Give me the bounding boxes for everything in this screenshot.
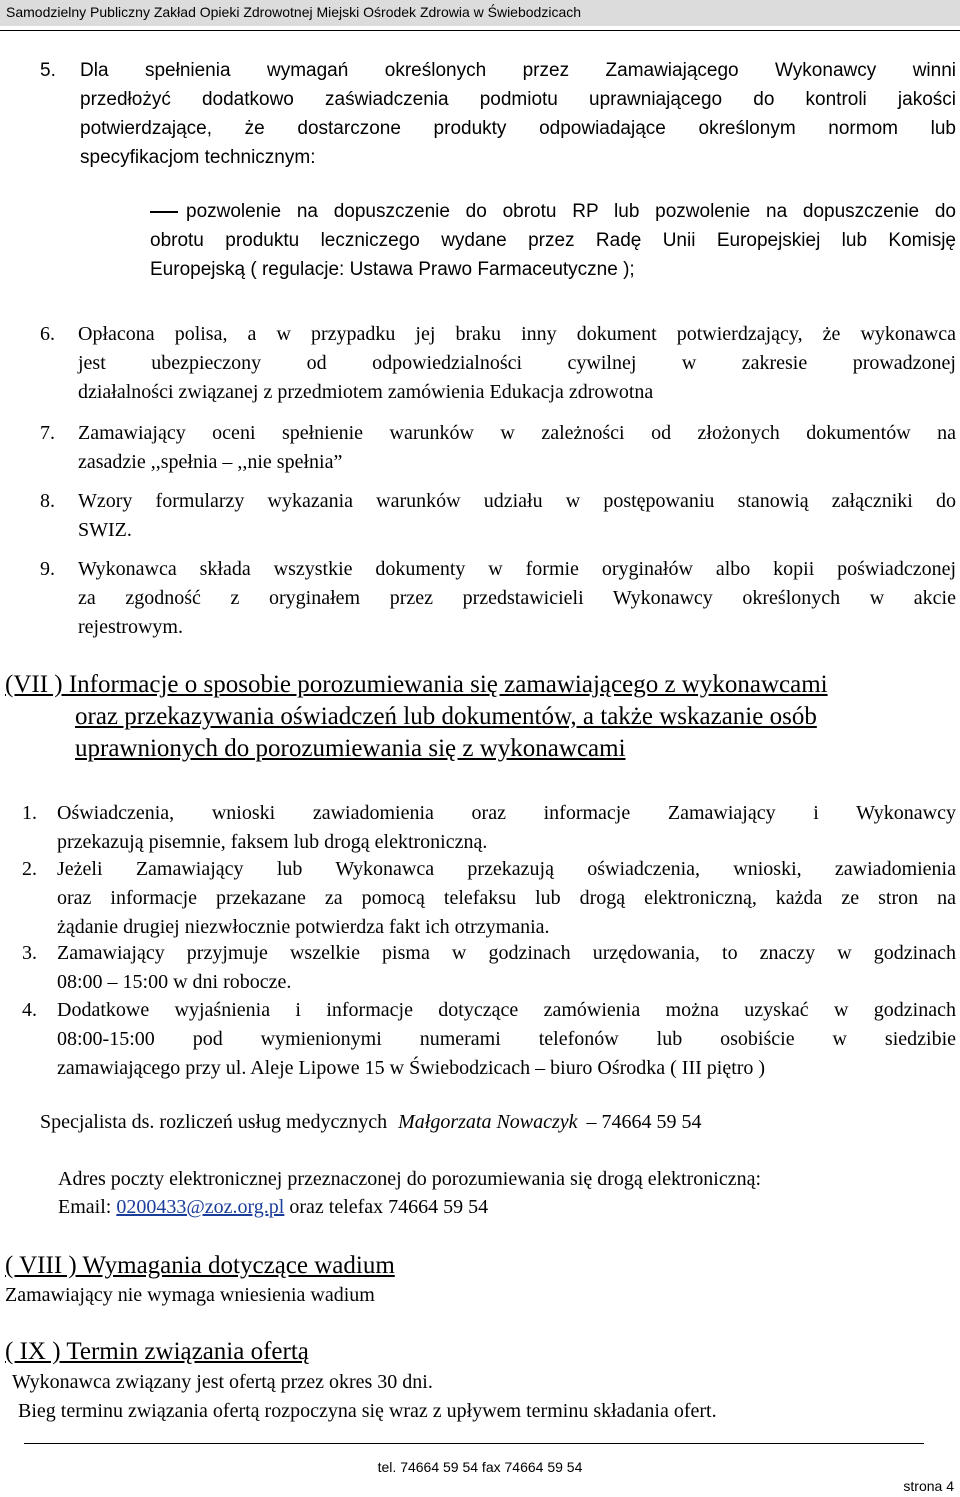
item-7-line: Zamawiający oceni spełnienie warunków w zależności od złożonych dokumentów na <box>78 422 956 444</box>
section-7-item-line: Dodatkowe wyjaśnienia i informacje dotyczące zamówienia można uzyskać w godzinach <box>57 999 956 1021</box>
header-title: Samodzielny Publiczny Zakład Opieki Zdrowotnej Miejski Ośrodek Zdrowia w Świebodzicach <box>6 4 582 20</box>
email-address-intro: Adres poczty elektronicznej przeznaczonej do porozumiewania się drogą elektroniczną: <box>58 1168 762 1190</box>
item-5-number: 5. <box>40 60 56 81</box>
section-7-heading-line-1: (VII ) Informacje o sposobie porozumiewania się zamawiającego z wykonawcami <box>5 671 828 698</box>
item-6-text <box>78 320 956 407</box>
item-9-number: 9. <box>40 558 55 580</box>
section-7-heading-line-3: uprawnionych do porozumiewania się z wykonawcami <box>75 735 626 762</box>
item-8-line: SWIZ. <box>78 519 132 541</box>
section-7-item-4-text <box>57 996 956 1083</box>
section-8-heading: ( VIII ) Wymagania dotyczące wadium <box>5 1252 395 1279</box>
dash-bullet-icon <box>150 211 178 213</box>
item-5-line: specyfikacjom technicznym: <box>80 147 316 168</box>
item-9-text <box>78 555 956 642</box>
section-7-item-line: Jeżeli Zamawiający lub Wykonawca przekazują oświadczenia, wnioski, zawiadomienia <box>57 858 956 880</box>
item-5-line: potwierdzające, że dostarczone produkty odpowiadające określonym normom lub <box>80 118 956 139</box>
section-7-item-line: Oświadczenia, wnioski zawiadomienia oraz informacje Zamawiający i Wykonawcy <box>57 802 956 824</box>
specialist-role: Specjalista ds. rozliczeń usług medycznych <box>40 1111 388 1133</box>
item-5-bullet-first-line <box>150 197 956 226</box>
section-9-line-2: Bieg terminu związania ofertą rozpoczyna się wraz z upływem terminu składania ofert. <box>18 1400 717 1422</box>
item-9-line: za zgodność z oryginałem przez przedstawicieli Wykonawcy określonych w akcie <box>78 587 956 609</box>
email-prefix: Email: <box>58 1196 112 1218</box>
item-5-line: Dla spełnienia wymagań określonych przez Zamawiającego Wykonawcy winni <box>80 60 956 81</box>
specialist-name: Małgorzata Nowaczyk <box>398 1111 578 1133</box>
section-7-item-1-text <box>57 799 956 857</box>
section-7-item-line: Zamawiający przyjmuje wszelkie pisma w godzinach urzędowania, to znaczy w godzinach <box>57 942 956 964</box>
item-5-bullet-line: pozwolenie na dopuszczenie do obrotu RP lub pozwolenie na dopuszczenie do <box>186 201 956 222</box>
item-9-line: Wykonawca składa wszystkie dokumenty w formie oryginałów albo kopii poświadczonej <box>78 558 956 580</box>
footer-contact: tel. 74664 59 54 fax 74664 59 54 <box>377 1459 583 1475</box>
item-5-bullet <box>150 197 956 284</box>
section-7-item-line: przekazują pisemnie, faksem lub drogą elektroniczną. <box>57 831 488 853</box>
item-8-text <box>78 487 956 545</box>
section-7-item-line: zamawiającego przy ul. Aleje Lipowe 15 w Świebodzicach – biuro Ośrodka ( III piętro ) <box>57 1057 766 1079</box>
section-7-item-line: oraz informacje przekazane za pomocą telefaksu lub drogą elektroniczną, każda ze stron na <box>57 887 956 909</box>
item-7-text <box>78 419 956 477</box>
item-6-line: działalności związanej z przedmiotem zamówienia Edukacja zdrowotna <box>78 381 654 403</box>
item-5-bullet-line: Europejską ( regulacje: Ustawa Prawo Farmaceutyczne ); <box>150 259 635 280</box>
section-7-item-3-text <box>57 939 956 997</box>
item-9-line: rejestrowym. <box>78 616 183 638</box>
specialist-phone: – 74664 59 54 <box>586 1111 702 1133</box>
item-6-line: Opłacona polisa, a w przypadku jej braku inny dokument potwierdzający, że wykonawca <box>78 323 956 345</box>
section-7-heading-line-2: oraz przekazywania oświadczeń lub dokumentów, a także wskazanie osób <box>75 703 817 730</box>
email-line <box>58 1193 488 1222</box>
item-8-number: 8. <box>40 490 55 512</box>
section-9-heading: ( IX ) Termin związania ofertą <box>5 1338 309 1365</box>
item-5-bullet-line: obrotu produktu leczniczego wydane przez Radę Unii Europejskiej lub Komisję <box>150 230 956 251</box>
section-7-item-line: 08:00 – 15:00 w dni robocze. <box>57 971 292 993</box>
section-8-text: Zamawiający nie wymaga wniesienia wadium <box>5 1284 375 1306</box>
section-7-item-line: 08:00-15:00 pod wymienionymi numerami telefonów lub osobiście w siedzibie <box>57 1028 956 1050</box>
email-suffix: oraz telefax 74664 59 54 <box>289 1196 489 1218</box>
section-7-item-1-number: 1. <box>22 802 37 824</box>
item-5-text <box>80 56 956 172</box>
item-5-line: przedłożyć dodatkowo zaświadczenia podmiotu uprawniającego do kontroli jakości <box>80 89 956 110</box>
specialist-line <box>40 1108 702 1137</box>
item-7-number: 7. <box>40 422 55 444</box>
item-6-number: 6. <box>40 323 55 345</box>
item-6-line: jest ubezpieczony od odpowiedzialności cywilnej w zakresie prowadzonej <box>78 352 956 374</box>
section-7-item-3-number: 3. <box>22 942 37 964</box>
header-divider <box>0 30 960 31</box>
section-7-item-4-number: 4. <box>22 999 37 1021</box>
page-header <box>0 0 960 26</box>
page-number: strona 4 <box>903 1478 954 1494</box>
section-7-item-line: żądanie drugiej niezwłocznie potwierdza fakt ich otrzymania. <box>57 916 550 938</box>
email-link[interactable]: 0200433@zoz.org.pl <box>116 1196 285 1218</box>
footer-divider <box>24 1443 924 1444</box>
item-8-line: Wzory formularzy wykazania warunków udziału w postępowaniu stanowią załączniki do <box>78 490 956 512</box>
section-9-line-1: Wykonawca związany jest ofertą przez okres 30 dni. <box>12 1371 433 1393</box>
item-7-line: zasadzie ,,spełnia – ,,nie spełnia” <box>78 451 343 473</box>
section-7-item-2-text <box>57 855 956 942</box>
section-7-item-2-number: 2. <box>22 858 37 880</box>
